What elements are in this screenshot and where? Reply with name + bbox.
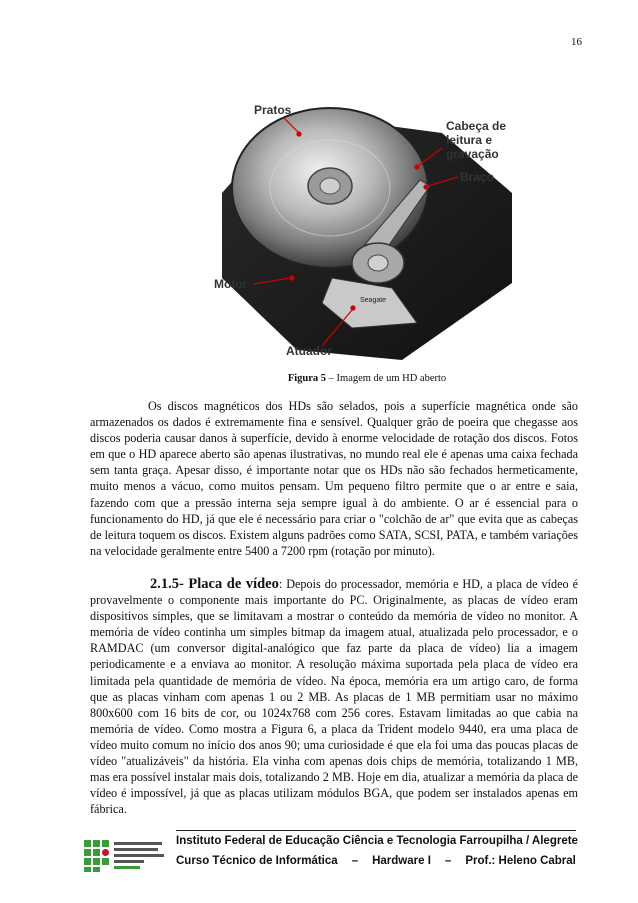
page-number: 16 — [571, 36, 582, 48]
paragraph-hd — [90, 398, 578, 559]
institution-logo — [82, 838, 168, 874]
section-title: 2.1.5- Placa de vídeo — [150, 576, 279, 592]
footer-subject: Hardware I — [372, 855, 431, 867]
if-logo-icon — [82, 838, 168, 874]
footer-divider — [176, 830, 576, 831]
footer-professor: Prof.: Heleno Cabral — [465, 855, 576, 867]
label-cabeca-2: leitura e — [446, 133, 493, 147]
figure-caption — [212, 373, 522, 384]
label-cabeca-3: gravação — [446, 147, 499, 161]
label-atuador: Atuador — [286, 344, 332, 358]
section-text: : Depois do processador, memória e HD, a placa de vídeo é provavelmente o componente mais importante do PC. Originalmente, as placas de vídeo eram dispositivos simples, que se limitavam a mostrar o conteúdo da memória de vídeo no monitor. A memória de vídeo continha um simples bitmap da imagem atual, atualizada pelo processador, e o RAMDAC (um conversor digital-analógico que faz parte da placa de vídeo) lia a imagem periodicamente e a enviava ao monitor. A resolução máxima suportada pela placa de vídeo era limitada pela quantidade de memória de vídeo. Na época, memória era um artigo caro, de forma que as placas vinham com apenas 1 ou 2 MB. As placas de 1 MB permitiam usar no máximo 800x600 com 16 bits de cor, ou 1024x768 com 256 cores. Estavam limitadas ao que cabia na memória de vídeo. Como mostra a Figura 6, a placa da Trident modelo 9440, era uma placa de vídeo muito comum no início dos anos 90; uma curiosidade é que ela foi uma das poucas placas de vídeo "atualizáveis" da história. Ela vinha com apenas dois chips de memória, totalizando 1 MB, mas era possível instalar mais dois, totalizando 2 MB. Hoje em dia, atualizar a memória da placa de vídeo é impossível, já que as placas utilizam módulos BGA, que podem ser instalados apenas em fábrica. — [90, 577, 578, 817]
paragraph-video-card — [90, 576, 578, 817]
label-cabeca-1: Cabeça de — [446, 119, 507, 133]
hard-drive-figure — [212, 88, 522, 370]
hard-drive-illustration — [212, 88, 522, 370]
footer-course-line — [176, 855, 586, 867]
caption-label: Figura 5 — [287, 373, 327, 384]
label-braco: Braço — [460, 170, 495, 184]
footer-separator-1: – — [351, 855, 359, 867]
paragraph-hd-text: Os discos magnéticos dos HDs são selados, pois a superfície magnética onde são armazenados os dados é extremamente fina e sensível. Qualquer grão de poeira que chegasse aos discos poderia causar danos à superfície, devido à enorme velocidade de rotação dos discos. Fotos em que o HD aparece aberto são apenas ilustrativas, no mundo real ele é apenas uma caixa fechada sem tanta graça. Apesar disso, é importante notar que os HDs não são fechados hermeticamente, muito menos a vácuo, como muitos pensam. Um pequeno filtro permite que o ar entre e saia, fazendo com que a pressão interna seja sempre igual à do ambiente. O ar é essencial para o funcionamento do HD, já que ele é necessário para criar o "colchão de ar" que evita que as cabeças de leitura toquem os discos. Existem alguns padrões como SATA, SCSI, PATA, e também variações na velocidade geralmente entre 5400 a 7200 rpm (rotação por minuto). — [90, 399, 578, 558]
footer-separator-2: – — [444, 855, 452, 867]
label-motor: Motor — [214, 277, 248, 291]
brand-label: Seagate — [360, 297, 387, 304]
footer-course: Curso Técnico de Informática — [176, 855, 338, 867]
footer-institution: Instituto Federal de Educação Ciência e Tecnologia Farroupilha / Alegrete — [176, 835, 578, 847]
caption-text: – Imagem de um HD aberto — [326, 373, 447, 384]
label-pratos: Pratos — [254, 103, 292, 117]
